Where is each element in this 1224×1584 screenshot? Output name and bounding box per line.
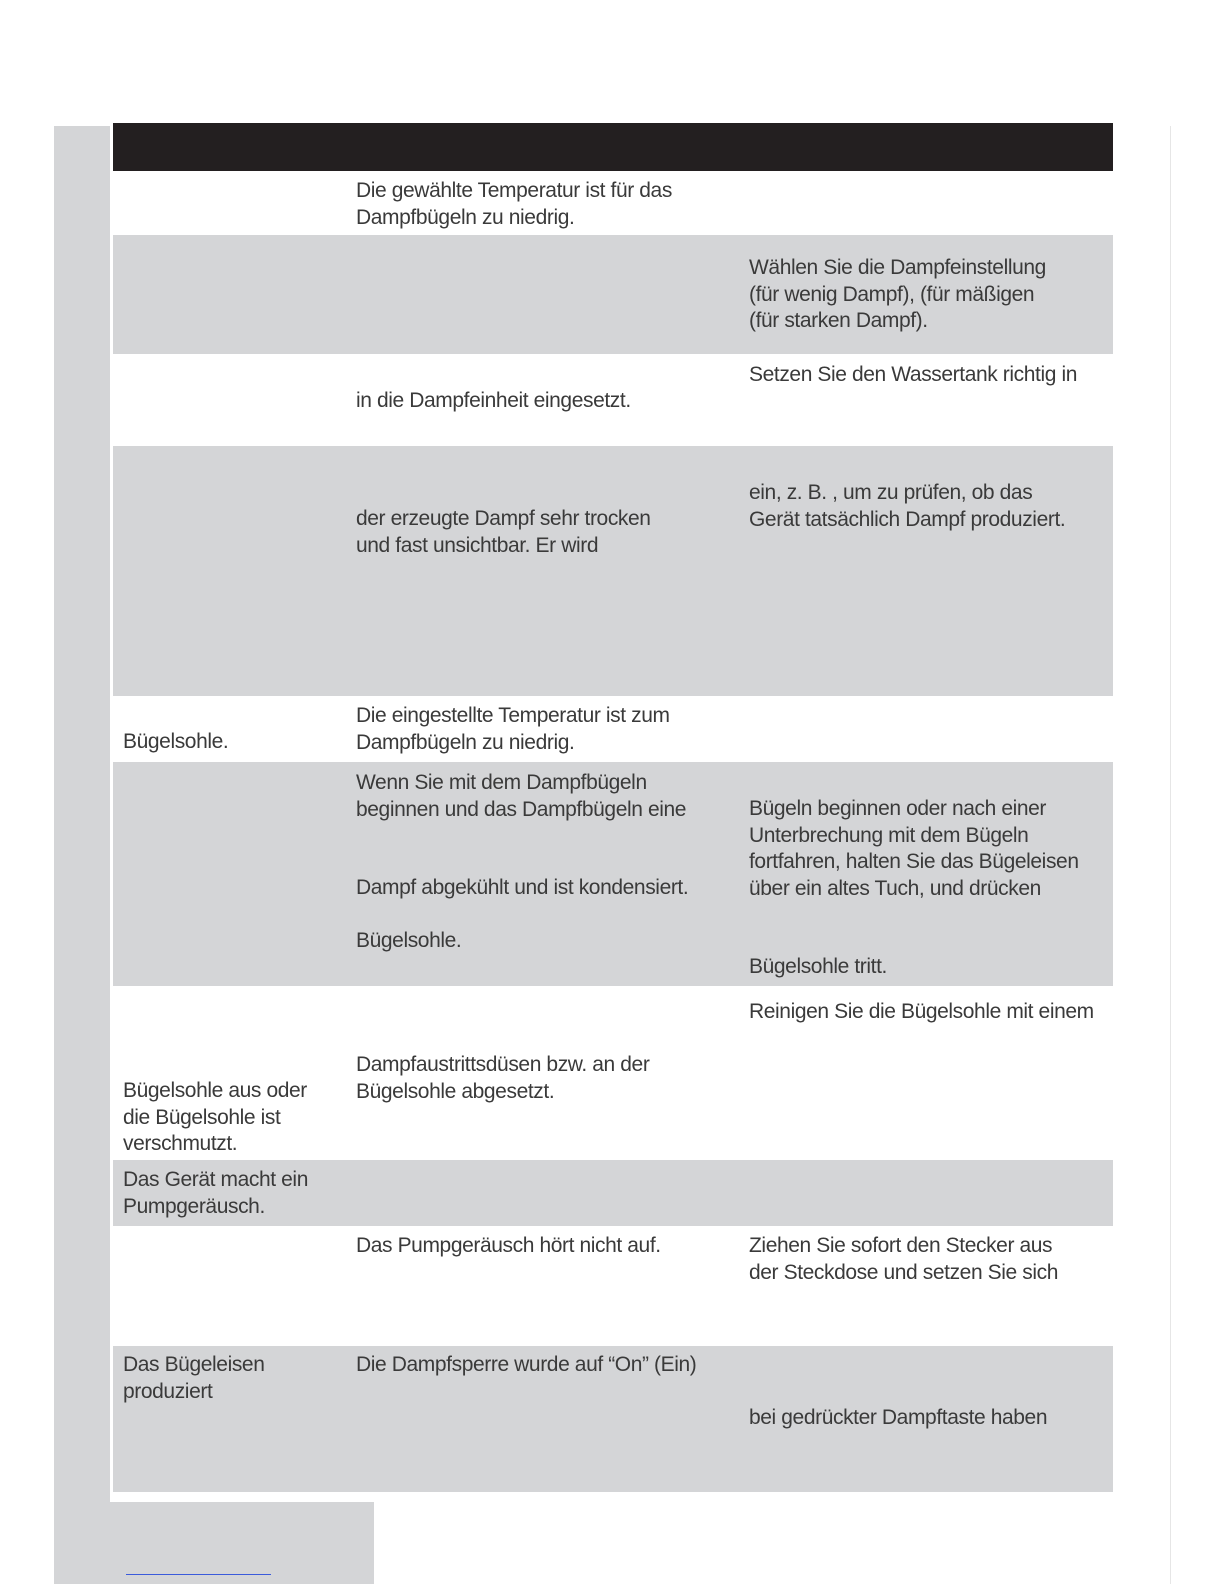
table-row [113,354,1113,446]
cause-cell: Die Dampfsperre wurde auf “On” (Ein) [356,1353,697,1376]
solution-cell: Wählen Sie die Dampfeinstellung (für wenig Dampf), (für mäßigen (für starken Dampf). [749,256,1046,332]
table-row [113,762,1113,986]
table-row [113,1226,1113,1346]
solution-cell: Bügelsohle tritt. [749,955,887,978]
table-row [113,696,1113,762]
table-row [113,1160,1113,1226]
bottom-grey-block [54,1502,374,1584]
cause-cell: Dampf abgekühlt und ist kondensiert. [356,876,689,899]
table-row [113,235,1113,354]
cause-cell: Das Pumpgeräusch hört nicht auf. [356,1234,661,1257]
table-row [113,171,1113,235]
cause-cell: Die eingestellte Temperatur ist zum Dampfbügeln zu niedrig. [356,704,670,754]
left-margin-band [54,126,110,1584]
solution-cell: bei gedrückter Dampftaste haben [749,1406,1048,1429]
troubleshooting-table [113,171,1113,1492]
right-rule [1170,126,1171,1584]
solution-cell: ein, z. B. , um zu prüfen, ob das Gerät tatsächlich Dampf produziert. [749,481,1066,531]
table-row [113,1346,1113,1492]
footer-link-underline[interactable] [126,1574,271,1575]
problem-cell: Das Bügeleisen produziert [123,1353,265,1403]
solution-cell: Setzen Sie den Wassertank richtig in [749,363,1077,386]
cause-cell: Bügelsohle. [356,929,462,952]
cause-cell: Wenn Sie mit dem Dampfbügeln beginnen und das Dampfbügeln eine [356,771,687,821]
solution-cell: Ziehen Sie sofort den Stecker aus der Steckdose und setzen Sie sich [749,1234,1058,1284]
table-row [113,986,1113,1160]
problem-cell: Bügelsohle. [123,730,229,753]
cause-cell: Dampfaustrittsdüsen bzw. an der Bügelsohle abgesetzt. [356,1053,650,1103]
table-row [113,446,1113,696]
cause-cell: Die gewählte Temperatur ist für das Dampfbügeln zu niedrig. [356,179,672,229]
table-header [113,123,1113,171]
problem-cell: Bügelsohle aus oder die Bügelsohle ist verschmutzt. [123,1079,307,1155]
cause-cell: der erzeugte Dampf sehr trocken und fast unsichtbar. Er wird [356,507,651,557]
solution-cell: Reinigen Sie die Bügelsohle mit einem [749,1000,1094,1023]
solution-cell: Bügeln beginnen oder nach einer Unterbrechung mit dem Bügeln fortfahren, halten Sie das Bügeleisen über ein altes Tuch, und drücken [749,797,1079,900]
problem-cell: Das Gerät macht ein Pumpgeräusch. [123,1168,308,1218]
cause-cell: in die Dampfeinheit eingesetzt. [356,389,631,412]
